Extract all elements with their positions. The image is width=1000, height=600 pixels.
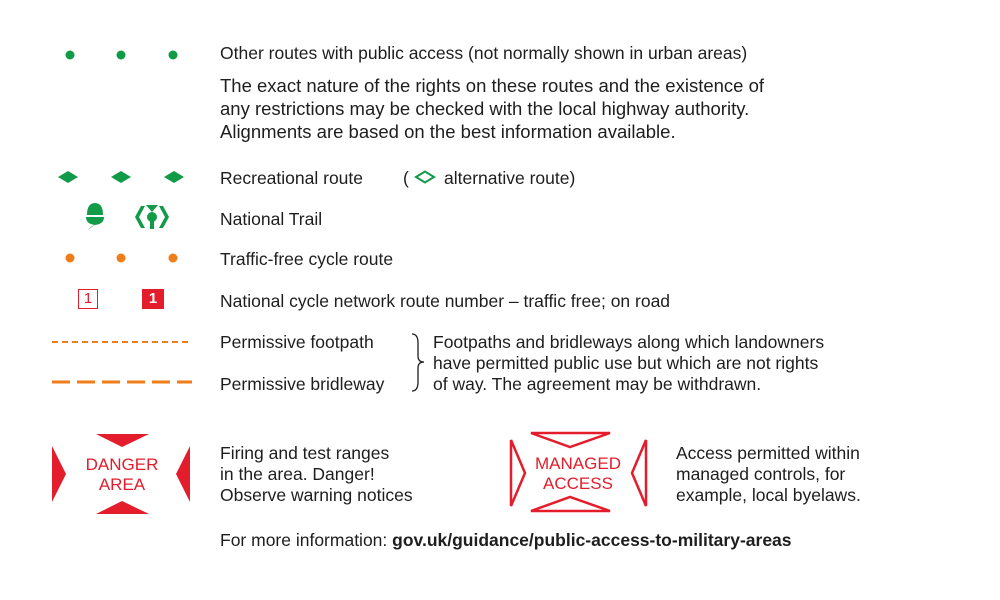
permissive-note-3: of way. The agreement may be withdrawn. (433, 374, 762, 394)
access-line: ACCESS (543, 474, 613, 493)
danger-text-3: Observe warning notices (220, 485, 413, 505)
more-info (220, 529, 792, 551)
danger-area-sign-text (70, 455, 174, 495)
other-routes-note-3: Alignments are based on the best information available. (220, 121, 676, 142)
other-routes-note-1: The exact nature of the rights on these routes and the existence of (220, 75, 765, 96)
permissive-bridleway-label: Permissive bridleway (220, 374, 385, 394)
recreational-route-label: Recreational route (220, 168, 363, 188)
area-line: AREA (98, 475, 146, 494)
managed-access-sign-text (522, 454, 634, 494)
more-info-prefix: For more information: (220, 530, 393, 550)
danger-line: DANGER (85, 455, 159, 474)
paren: ( (403, 168, 409, 188)
permissive-footpath-label: Permissive footpath (220, 332, 374, 352)
cycle-route-label: Traffic-free cycle route (220, 249, 394, 269)
permissive-note-1: Footpaths and bridleways along which landowners (433, 332, 825, 352)
other-routes-note-2: any restrictions may be checked with the local highway authority. (220, 98, 750, 119)
managed-line: MANAGED (535, 454, 621, 473)
more-info-link[interactable]: gov.uk/guidance/public-access-to-military-areas (392, 530, 792, 550)
other-routes-label: Other routes with public access (not normally shown in urban areas) (220, 43, 748, 63)
ncn-label: National cycle network route number – traffic free; on road (220, 291, 671, 311)
danger-text-2: in the area. Danger! (220, 464, 375, 484)
danger-text-1: Firing and test ranges (220, 443, 390, 463)
managed-text-3: example, local byelaws. (676, 485, 861, 505)
managed-access-sign (0, 0, 1, 1)
permissive-note-2: have permitted public use but which are not rights (433, 353, 819, 373)
ncn-traffic-free-badge: 1 (78, 289, 98, 309)
national-trail-label: National Trail (220, 209, 323, 229)
alternative-route-label: alternative route) (444, 168, 576, 188)
managed-text-1: Access permitted within (676, 443, 860, 463)
managed-text-2: managed controls, for (676, 464, 846, 484)
ncn-on-road-badge: 1 (142, 289, 164, 309)
